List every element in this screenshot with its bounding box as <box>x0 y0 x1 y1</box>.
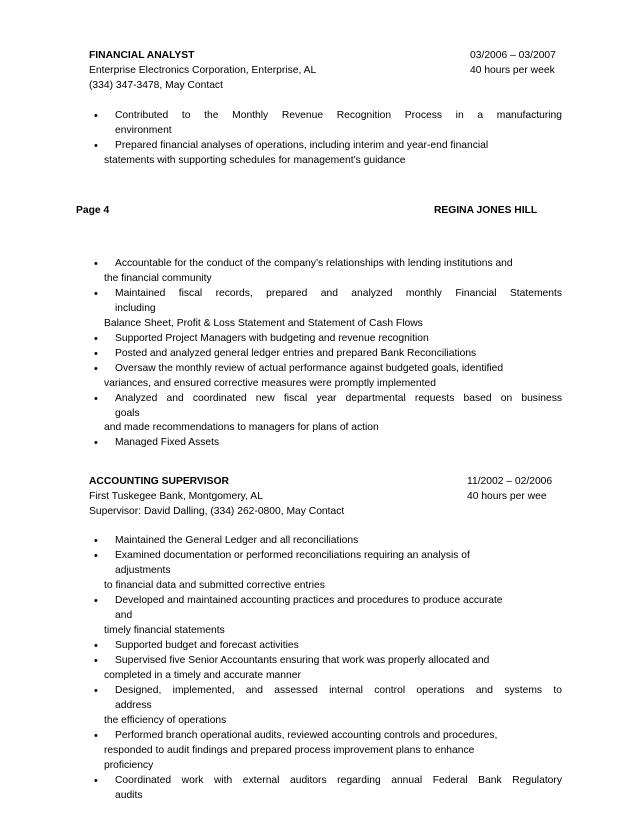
bullet-icon: • <box>94 288 98 300</box>
list-item-continuation: variances, and ensured corrective measures were promptly implemented <box>104 378 436 389</box>
job1-employer: Enterprise Electronics Corporation, Enterprise, AL <box>89 65 317 76</box>
list-item-continuation: adjustments <box>115 565 171 576</box>
list-item: Maintained fiscal records, prepared and analyzed monthly Financial Statements <box>115 288 562 299</box>
list-item: Analyzed and coordinated new fiscal year departmental requests based on business <box>115 393 562 404</box>
list-item: Supervised five Senior Accountants ensuring that work was properly allocated and <box>115 655 490 666</box>
list-item: Designed, implemented, and assessed internal control operations and systems to <box>115 685 562 696</box>
list-item: Prepared financial analyses of operations, including interim and year-end financial <box>115 140 489 151</box>
list-item: Performed branch operational audits, reviewed accounting controls and procedures, <box>115 730 498 741</box>
bullet-icon: • <box>94 775 98 787</box>
list-item-continuation: Balance Sheet, Profit & Loss Statement and Statement of Cash Flows <box>104 318 423 329</box>
list-item-continuation: and made recommendations to managers for plans of action <box>104 422 379 433</box>
job1-hours: 40 hours per week <box>470 65 555 76</box>
list-item: Posted and analyzed general ledger entries and prepared Bank Reconciliations <box>115 348 477 359</box>
list-item-continuation: including <box>115 303 156 314</box>
list-item-continuation: and <box>115 610 133 621</box>
job2-supervisor: Supervisor: David Dalling, (334) 262-0800, May Contact <box>89 506 345 517</box>
job2-title: ACCOUNTING SUPERVISOR <box>89 476 229 487</box>
bullet-icon: • <box>94 550 98 562</box>
list-item: Oversaw the monthly review of actual performance against budgeted goals, identified <box>115 363 504 374</box>
list-item-continuation: environment <box>115 125 172 136</box>
bullet-icon: • <box>94 640 98 652</box>
list-item-continuation: the financial community <box>104 273 212 284</box>
list-item-continuation: timely financial statements <box>104 625 225 636</box>
job2-hours: 40 hours per wee <box>467 491 547 502</box>
list-item-continuation: audits <box>115 790 143 801</box>
bullet-icon: • <box>94 437 98 449</box>
list-item: Examined documentation or performed reconciliations requiring an analysis of <box>115 550 470 561</box>
bullet-icon: • <box>94 110 98 122</box>
list-item-continuation: address <box>115 700 152 711</box>
bullet-icon: • <box>94 655 98 667</box>
bullet-icon: • <box>94 393 98 405</box>
list-item-continuation: to financial data and submitted corrective entries <box>104 580 325 591</box>
list-item-continuation: goals <box>115 408 140 419</box>
bullet-icon: • <box>94 730 98 742</box>
job1-dates: 03/2006 – 03/2007 <box>470 50 556 61</box>
job1-contact: (334) 347-3478, May Contact <box>89 80 223 91</box>
bullet-icon: • <box>94 140 98 152</box>
list-item-continuation: proficiency <box>104 760 154 771</box>
job2-employer: First Tuskegee Bank, Montgomery, AL <box>89 491 263 502</box>
bullet-icon: • <box>94 535 98 547</box>
list-item: Supported Project Managers with budgeting and revenue recognition <box>115 333 429 344</box>
list-item: Supported budget and forecast activities <box>115 640 299 651</box>
list-item: Coordinated work with external auditors regarding annual Federal Bank Regulatory <box>115 775 562 786</box>
list-item-continuation: the efficiency of operations <box>104 715 227 726</box>
bullet-icon: • <box>94 595 98 607</box>
list-item: Contributed to the Monthly Revenue Recognition Process in a manufacturing <box>115 110 562 121</box>
job2-dates: 11/2002 – 02/2006 <box>467 476 553 487</box>
list-item: Accountable for the conduct of the company’s relationships with lending institutions and <box>115 258 513 269</box>
bullet-icon: • <box>94 685 98 697</box>
author-name: REGINA JONES HILL <box>434 205 538 216</box>
page-number: Page 4 <box>76 205 110 216</box>
list-item-continuation: responded to audit findings and prepared process improvement plans to enhance <box>104 745 475 756</box>
list-item-continuation: completed in a timely and accurate manner <box>104 670 301 681</box>
bullet-icon: • <box>94 333 98 345</box>
list-item-continuation: statements with supporting schedules for management’s guidance <box>104 155 406 166</box>
list-item: Maintained the General Ledger and all reconciliations <box>115 535 359 546</box>
bullet-icon: • <box>94 258 98 270</box>
bullet-icon: • <box>94 363 98 375</box>
bullet-icon: • <box>94 348 98 360</box>
list-item: Managed Fixed Assets <box>115 437 220 448</box>
list-item: Developed and maintained accounting practices and procedures to produce accurate <box>115 595 503 606</box>
job1-title: FINANCIAL ANALYST <box>89 50 195 61</box>
